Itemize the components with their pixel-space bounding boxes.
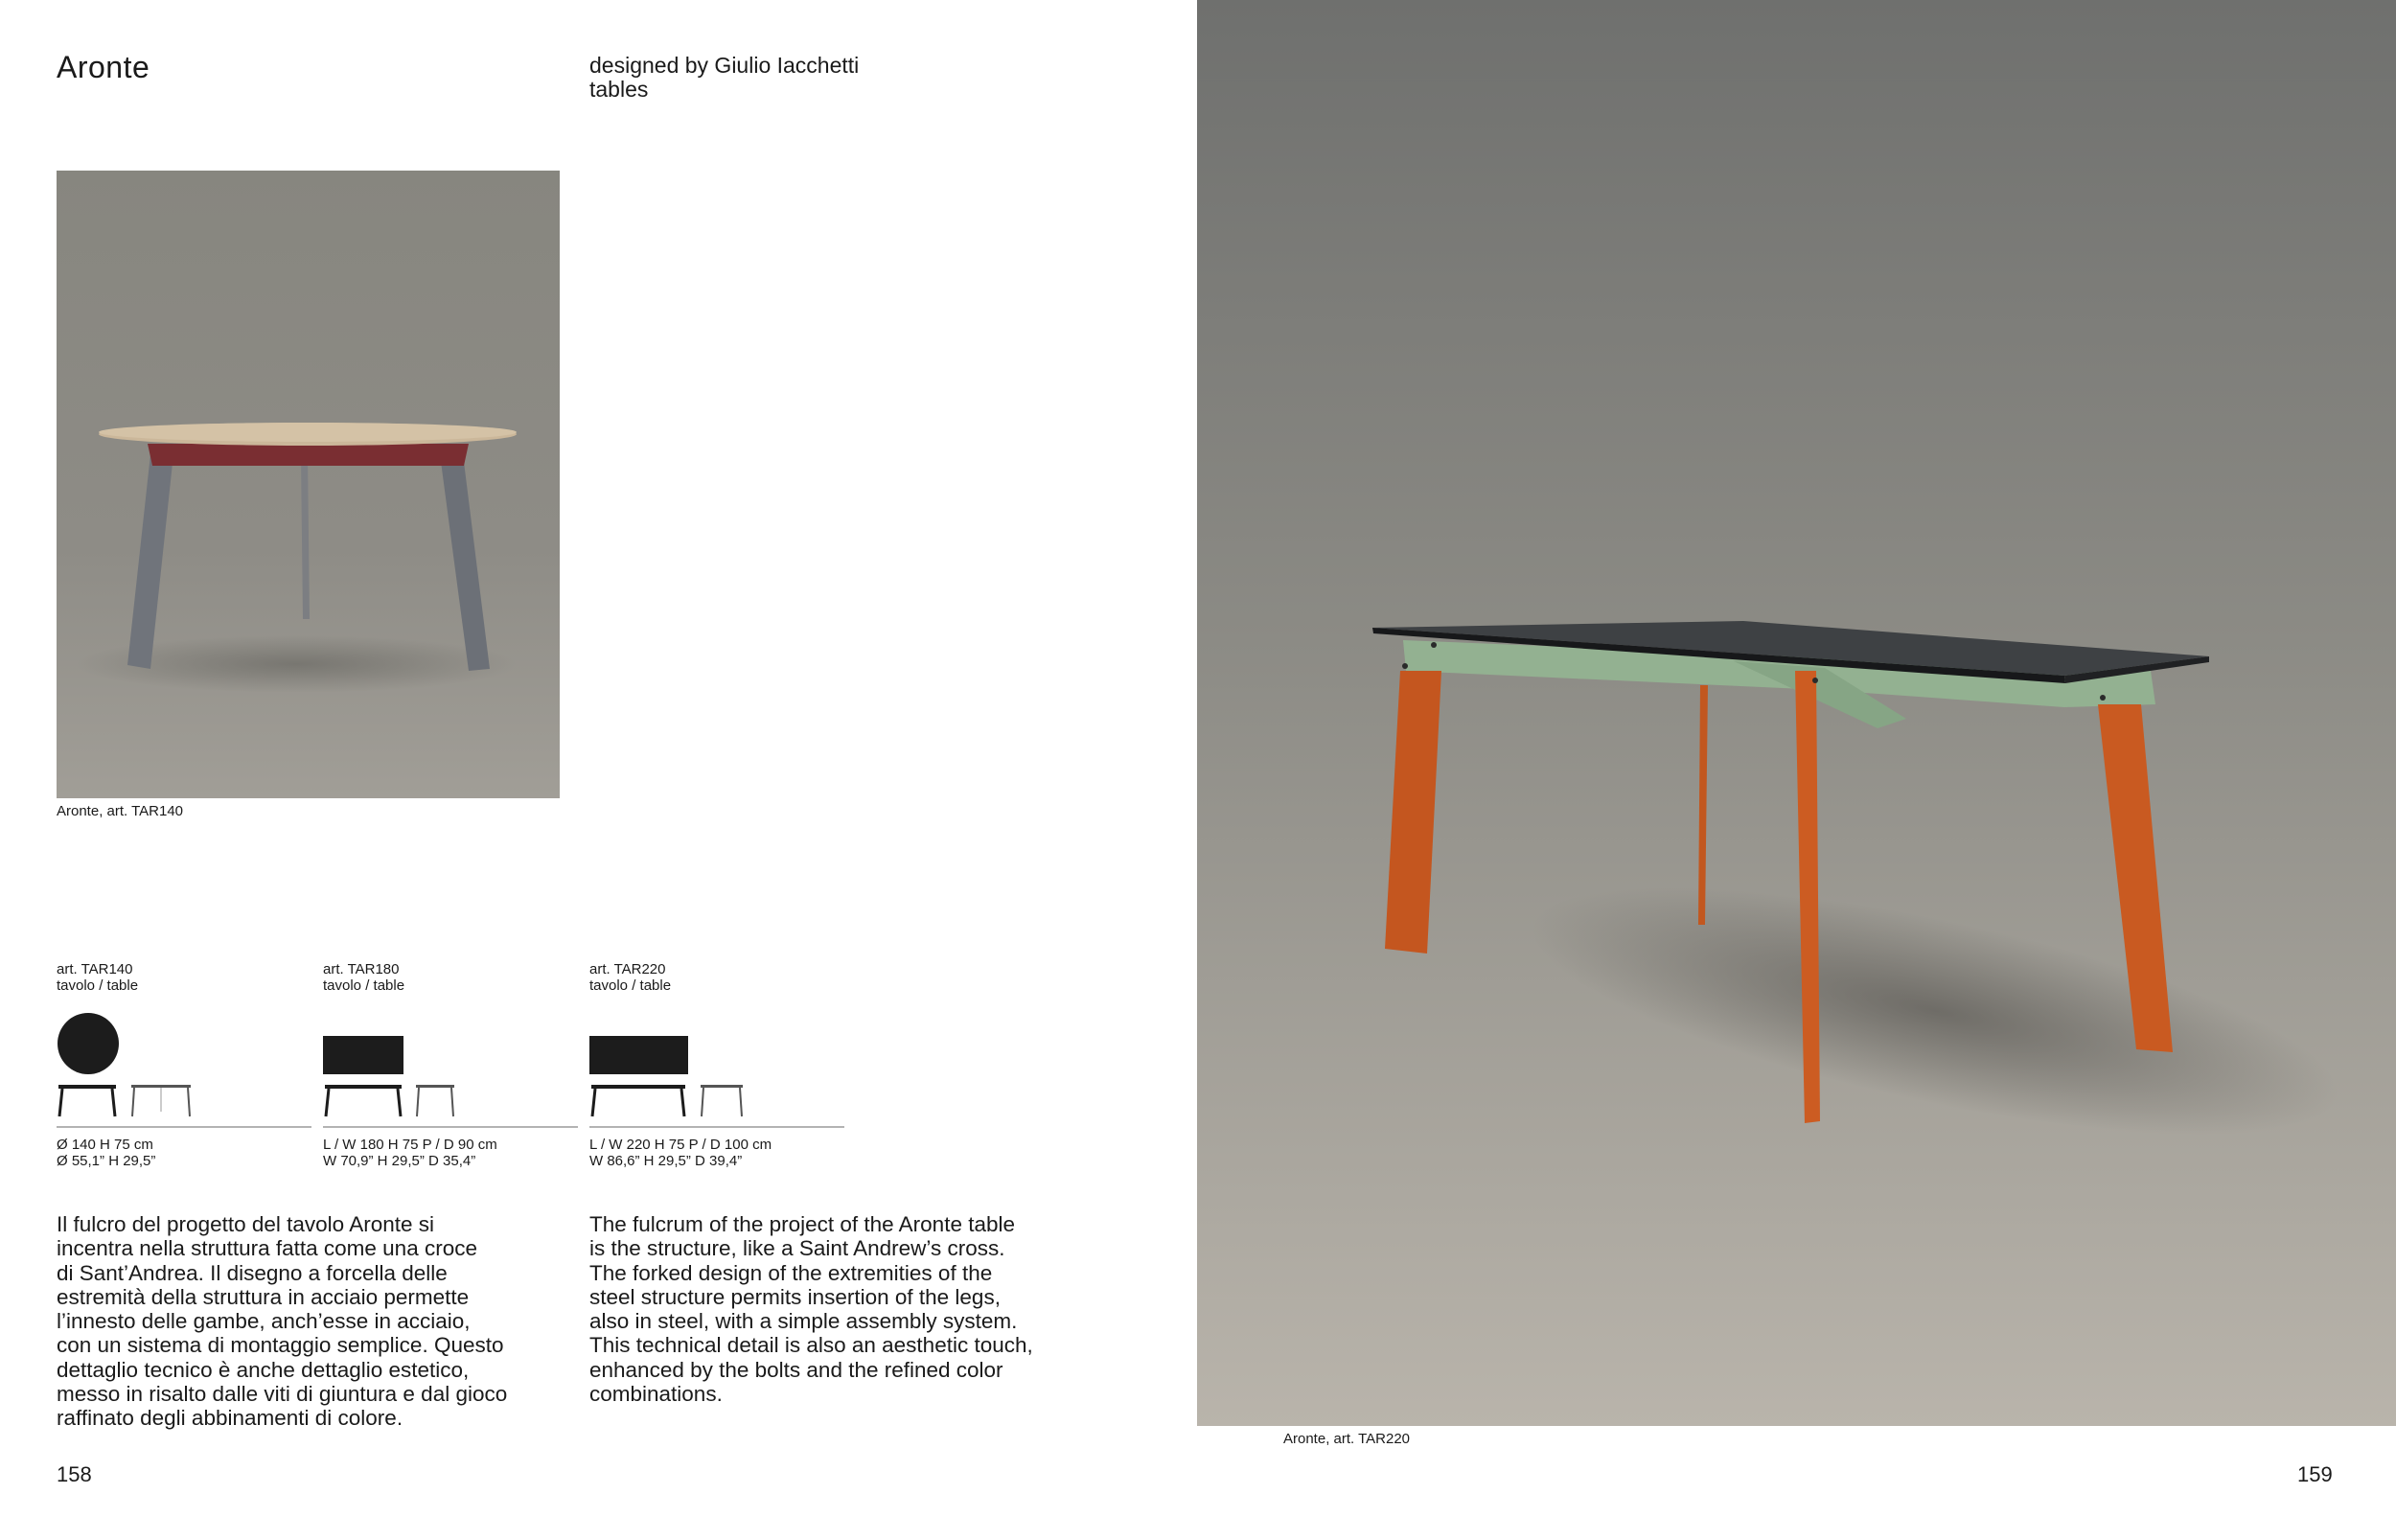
text-line: combinations. [589,1382,723,1407]
text-line: This technical detail is also an aesthetic touch, [589,1333,1033,1358]
product-art: art. TAR220 [589,961,666,977]
page-number-left: 158 [57,1462,92,1486]
text-line: is the structure, like a Saint Andrew’s cross. [589,1236,1005,1261]
product-type: tavolo / table [323,977,405,994]
photo-rect-table [1197,0,2396,1426]
divider [57,1126,311,1128]
product-category: tables [589,77,649,102]
dimensions-in: W 70,9” H 29,5” D 35,4” [323,1153,476,1169]
table-side-view-icon [57,1083,118,1117]
description-english [589,1212,1126,1406]
left-photo-caption: Aronte, art. TAR140 [57,803,184,819]
dimensions-tar180 [323,1137,497,1169]
product-art: art. TAR180 [323,961,400,977]
table-side-view-icon [589,1083,687,1117]
text-line: incentra nella struttura fatta come una croce [57,1236,477,1261]
text-line: steel structure permits insertion of the legs, [589,1284,1001,1309]
right-photo-caption: Aronte, art. TAR220 [1283,1431,1411,1447]
dimensions-tar220 [589,1137,772,1169]
text-line: estremità della struttura in acciaio permette [57,1284,470,1309]
table-front-view-icon [699,1083,745,1117]
dimensions-cm: L / W 180 H 75 P / D 90 cm [323,1137,497,1153]
product-art: art. TAR140 [57,961,133,977]
product-label-tar220 [589,961,671,994]
divider [589,1126,844,1128]
dimensions-cm: L / W 220 H 75 P / D 100 cm [589,1137,772,1153]
table-side-view-icon [323,1083,403,1117]
text-line: l’innesto delle gambe, anch’esse in acciaio, [57,1309,471,1334]
designer-name: designed by Giulio Iacchetti [589,53,860,78]
text-line: di Sant’Andrea. Il disegno a forcella delle [57,1260,448,1285]
product-type: tavolo / table [589,977,672,994]
text-line: dettaglio tecnico è anche dettaglio estetico, [57,1357,470,1382]
product-label-tar140 [57,961,138,994]
text-line: The forked design of the extremities of the [589,1260,993,1285]
text-line: also in steel, with a simple assembly system. [589,1309,1018,1334]
rect-table-top-icon [589,1036,688,1074]
text-line: The fulcrum of the project of the Aronte table [589,1212,1016,1236]
product-title: Aronte [57,50,150,84]
designer-info [589,54,859,102]
text-line: raffinato degli abbinamenti di colore. [57,1406,403,1431]
dimensions-tar140 [57,1137,155,1169]
photo-round-table [57,171,560,798]
divider [323,1126,578,1128]
text-line: con un sistema di montaggio semplice. Questo [57,1333,504,1358]
text-line: Il fulcro del progetto del tavolo Aronte si [57,1212,434,1236]
page-number-right: 159 [2297,1462,2333,1486]
description-italian [57,1212,593,1431]
table-front-view-icon [129,1083,193,1117]
dimensions-in: W 86,6” H 29,5” D 39,4” [589,1153,743,1169]
round-table-top-icon [57,1012,120,1075]
text-line: messo in risalto dalle viti di giuntura e dal gioco [57,1382,508,1407]
table-front-view-icon [414,1083,456,1117]
product-label-tar180 [323,961,404,994]
dimensions-in: Ø 55,1” H 29,5” [57,1153,156,1169]
text-line: enhanced by the bolts and the refined color [589,1357,1003,1382]
rect-table-top-icon [323,1036,403,1074]
dimensions-cm: Ø 140 H 75 cm [57,1137,153,1153]
product-type: tavolo / table [57,977,139,994]
